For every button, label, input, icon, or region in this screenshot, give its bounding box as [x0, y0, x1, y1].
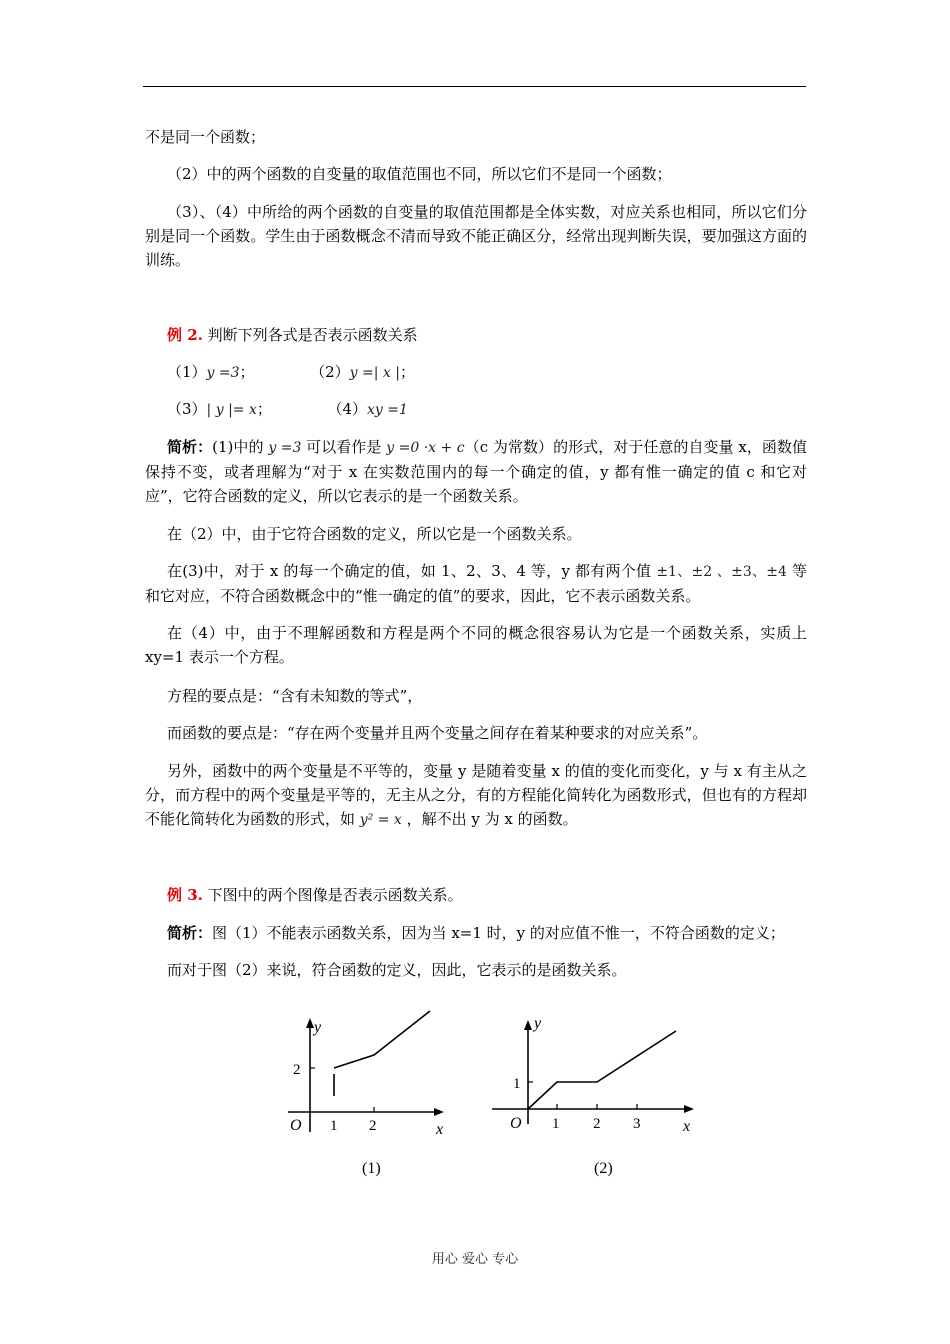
fig1-x-arrow: [434, 1108, 444, 1116]
example2-analysis-5: 方程的要点是：“含有未知数的等式”，: [167, 687, 423, 705]
fig1-x-label: x: [436, 1121, 444, 1138]
analysis3-text-a: 在(3)中，对于 x 的每一个确定的值，如 1、2、3、4 等，y 都有两个值: [167, 562, 657, 580]
fig1-curve: [334, 1011, 430, 1068]
item4-math: xy =1: [367, 402, 408, 418]
fig2-x-arrow: [684, 1105, 694, 1113]
example3-label: 例 3.: [167, 886, 203, 904]
fig1-y-arrow: [306, 1018, 314, 1028]
fig1-origin: O: [290, 1117, 302, 1134]
fig2-origin: O: [510, 1115, 522, 1132]
item2-num: （2）: [310, 363, 350, 381]
fig2-curve: [528, 1031, 676, 1109]
analysis-text-a: (1)中的: [212, 438, 269, 456]
fig1-tick-y-2: 2: [293, 1062, 301, 1078]
example2-items-row2: [145, 397, 807, 422]
fig2-tick-x-2: 2: [593, 1116, 601, 1132]
analysis3-math: ±1、±2 、±3、±4: [656, 564, 787, 580]
item1-end: ；: [239, 363, 255, 381]
item3-math: | y |= x: [206, 402, 257, 418]
analysis-text-c: （c 为常数）的形式，对于任意的自变量 x，函数值保持不变，或者理解为“对于 x 在实数范围内的每一个确定的值，y 都有惟一确定的值 c 和它对应”，它符合函数的定义，所以它表示的是一个函数关系。: [145, 438, 807, 505]
item1-num: （1）: [167, 363, 207, 381]
example3-analysis-1: [145, 921, 807, 945]
example2-analysis-6: 而函数的要点是：“存在两个变量并且两个变量之间存在着某种要求的对应关系”。: [167, 724, 708, 742]
item1-math: y =3: [206, 365, 240, 381]
analysis-text-b: 可以看作是: [301, 438, 387, 456]
analysis7-math: y² = x: [359, 812, 402, 828]
fig1-caption: (1): [362, 1160, 381, 1177]
example2-analysis-7: [145, 759, 807, 832]
fig1-y-label: y: [314, 1019, 322, 1036]
fig2-y-arrow: [524, 1020, 532, 1030]
figure-2: [488, 1008, 700, 1178]
analysis-math-2: y =0 ·x + c: [386, 440, 465, 456]
example2-analysis-2: 在（2）中，由于它符合函数的定义，所以它是一个函数关系。: [167, 525, 582, 543]
fig2-x-label: x: [683, 1118, 691, 1135]
fig2-tick-y-1: 1: [513, 1076, 521, 1092]
item4-num: （4）: [327, 400, 367, 418]
example3-title: 下图中的两个图像是否表示函数关系。: [207, 886, 463, 904]
example3-analysis-text: 图（1）不能表示函数关系，因为当 x=1 时，y 的对应值不惟一，不符合函数的定义；: [212, 924, 785, 942]
example2-items-row1: [145, 360, 807, 385]
example2-analysis-1: [145, 435, 807, 508]
fig2-tick-x-1: 1: [552, 1116, 560, 1132]
figure-1: [280, 1008, 450, 1178]
fig1-tick-x-2: 2: [369, 1118, 377, 1134]
example2-analysis-3: [145, 559, 807, 608]
fig2-tick-x-3: 3: [633, 1116, 641, 1132]
example2-title: 判断下列各式是否表示函数关系: [207, 326, 418, 344]
footer-slogan: 用心 爱心 专心: [431, 1252, 519, 1267]
example2-label: 例 2.: [167, 326, 203, 344]
example2-heading: [145, 323, 807, 347]
analysis7-text-b: ，解不出 y 为 x 的函数。: [401, 810, 578, 828]
fig2-caption: (2): [594, 1160, 613, 1177]
analysis-label: 简析：: [167, 438, 213, 456]
example3-heading: [145, 883, 807, 907]
item3-end: ；: [256, 400, 272, 418]
item3-num: （3）: [167, 400, 207, 418]
paragraph-3: （3）、（4）中所给的两个函数的自变量的取值范围都是全体实数，对应关系也相同，所以它们分别是同一个函数。学生由于函数概念不清而导致不能正确区分，经常出现判断失误，要加强这方面的训练。: [145, 203, 807, 269]
header-rule: [143, 86, 806, 87]
paragraph-2: （2）中的两个函数的自变量的取值范围也不同，所以它们不是同一个函数；: [167, 165, 672, 183]
example2-analysis-4: 在（4）中，由于不理解函数和方程是两个不同的概念很容易认为它是一个函数关系，实质上 xy=1 表示一个方程。: [145, 624, 807, 666]
example3-analysis-label: 简析：: [167, 924, 213, 942]
analysis7-text-a: 另外，函数中的两个变量是不平等的，变量 y 是随着变量 x 的值的变化而变化，y 与 x 有主从之分，而方程中的两个变量是平等的，无主从之分，有的方程能化简转化为函数形式，但也有的方程却不能化简转化为函数的形式，如: [145, 762, 807, 828]
fig2-y-label: y: [534, 1015, 542, 1032]
example3-analysis-2: 而对于图（2）来说，符合函数的定义，因此，它表示的是函数关系。: [167, 961, 627, 979]
analysis-math-1: y =3: [268, 440, 302, 456]
paragraph-1: 不是同一个函数；: [145, 128, 266, 146]
item2-end: ；: [400, 363, 416, 381]
fig1-tick-x-1: 1: [330, 1118, 338, 1134]
item2-math: y =| x |: [349, 365, 400, 381]
analysis3-text-b: 等和它对应，不符合函数概念中的“惟一确定的值”的要求，因此，它不表示函数关系。: [145, 562, 807, 605]
